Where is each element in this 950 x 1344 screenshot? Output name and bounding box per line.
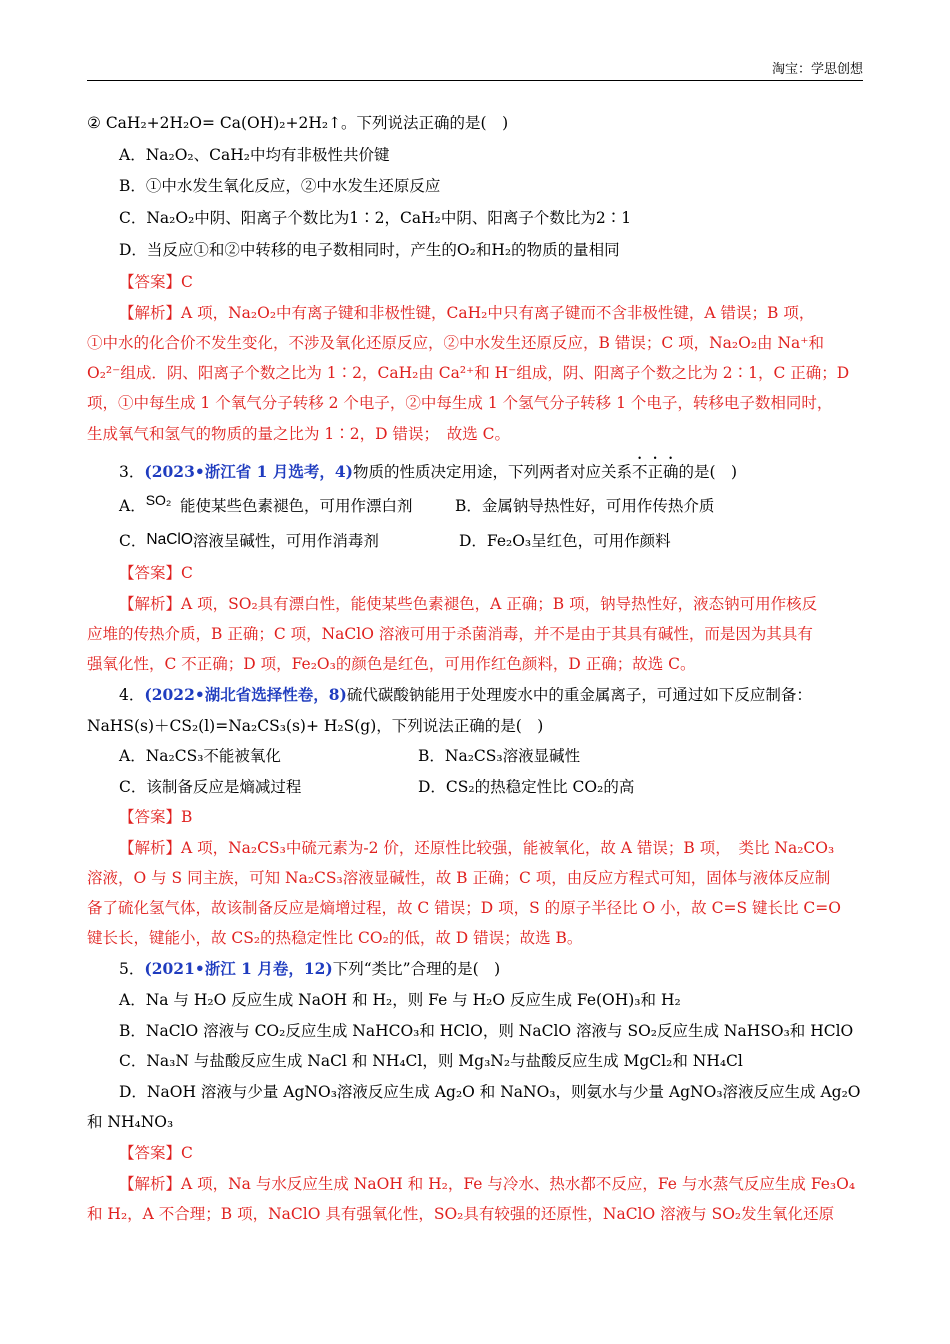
text-line: 备了硫化氢气体，故该制备反应是熵增过程，故 C 错误；D 项，S 的原子半径比 O 小，故 C=S 键长比 C=O [87,899,841,917]
text-line: 【答案】C [119,273,193,291]
q3-option-d: D．Fe₂O₃呈红色，可用作颜料 [459,532,671,550]
text-line: NaHS(s)＋CS₂(l)=Na₂CS₃(s)+ H₂S(g)，下列说法正确的是( ) [87,717,544,735]
text-line: O₂²⁻组成．阴、阳离子个数之比为 1∶2，CaH₂由 Ca²⁺和 H⁻组成，阴、阳离子个数之比为 2∶1，C 正确；D [87,364,850,382]
q5-stem: 5．(2021•浙江 1 月卷，12)下列“类比”合理的是( ) [119,959,501,978]
text-line: A．Na₂O₂、CaH₂中均有非极性共价键 [119,146,390,164]
q4-option-d: D．CS₂的热稳定性比 CO₂的高 [418,778,635,796]
text-line: 强氧化性，C 不正确；D 项，Fe₂O₃的颜色是红色，可用作红色颜料，D 正确；故选 C。 [87,655,696,673]
text-line: 键长长，键能小，故 CS₂的热稳定性比 CO₂的低，故 D 错误；故选 B。 [87,929,583,947]
q3-stem: 3．(2023•浙江省 1 月选考，4)物质的性质决定用途，下列两者对应关系不正确的是( ) [119,462,738,481]
text-line: 和 H₂，A 不合理；B 项，NaClO 具有强氧化性，SO₂具有较强的还原性，NaClO 溶液与 SO₂发生氧化还原 [87,1205,835,1223]
text-line: 【解析】A 项，Na₂CS₃中硫元素为-2 价，还原性比较强，能被氧化，故 A 错误；B 项， 类比 Na₂CO₃ [119,839,835,857]
text-line: 【答案】C [119,1144,193,1162]
q4-option-b: B．Na₂CS₃溶液显碱性 [418,747,581,765]
q4-option-a: A．Na₂CS₃不能被氧化 [119,747,281,765]
q4-option-c: C．该制备反应是熵减过程 [119,778,302,796]
text-line: 【解析】A 项，Na₂O₂中有离子键和非极性键，CaH₂中只有离子键而不含非极性键，A 错误；B 项， [119,304,815,322]
text-line: 溶液，O 与 S 同主族，可知 Na₂CS₃溶液显碱性，故 B 正确；C 项，由反应方程式可知，固体与液体反应制 [87,869,831,887]
q3-option-c: C．NaClO溶液呈碱性，可用作消毒剂 [119,531,379,550]
text-line: A．Na 与 H₂O 反应生成 NaOH 和 H₂，则 Fe 与 H₂O 反应生成 Fe(OH)₃和 H₂ [119,991,681,1009]
q3-option-a: A．SO₂ [119,492,172,515]
text-line: 【答案】C [119,564,193,582]
text-line: ①中水的化合价不发生变化，不涉及氧化还原反应，②中水发生还原反应，B 错误；C 项，Na₂O₂由 Na⁺和 [87,334,824,352]
text-line: D．当反应①和②中转移的电子数相同时，产生的O₂和H₂的物质的量相同 [119,241,620,259]
text-line: 和 NH₄NO₃ [87,1113,174,1131]
text-line: 【解析】A 项，Na 与水反应生成 NaOH 和 H₂，Fe 与冷水、热水都不反应，Fe 与水蒸气反应生成 Fe₃O₄ [119,1175,856,1193]
text-line: 项，①中每生成 1 个氧气分子转移 2 个电子，②中每生成 1 个氢气分子转移 1 个电子，转移电子数相同时， [87,394,833,412]
page-header [87,58,863,81]
text-line: 【答案】B [119,808,193,826]
text-line: ② CaH₂+2H₂O= Ca(OH)₂+2H₂↑。下列说法正确的是( ) [87,114,509,132]
header-text: 淘宝：学思创想 [771,62,863,77]
text-line: 【解析】A 项，SO₂具有漂白性，能使某些色素褪色，A 正确；B 项，钠导热性好，液态钠可用作核反 [119,595,818,613]
text-line: D．NaOH 溶液与少量 AgNO₃溶液反应生成 Ag₂O 和 NaNO₃，则氨水与少量 AgNO₃溶液反应生成 Ag₂O [119,1083,861,1101]
text-line: B．NaClO 溶液与 CO₂反应生成 NaHCO₃和 HClO，则 NaClO 溶液与 SO₂反应生成 NaHSO₃和 HClO [119,1022,854,1040]
text-line: 应堆的传热介质，B 正确；C 项，NaClO 溶液可用于杀菌消毒，并不是由于其具有碱性，而是因为其具有 [87,625,813,643]
text-line: B．①中水发生氧化反应，②中水发生还原反应 [119,177,441,195]
q3-option-b: B．金属钠导热性好，可用作传热介质 [455,497,715,515]
text-line: C．Na₃N 与盐酸反应生成 NaCl 和 NH₄Cl，则 Mg₃N₂与盐酸反应生成 MgCl₂和 NH₄Cl [119,1052,743,1070]
text-line: 能使某些色素褪色，可用作漂白剂 [180,497,413,515]
text-line: 生成氧气和氢气的物质的量之比为 1∶2，D 错误； 故选 C。 [87,425,511,443]
text-line: C．Na₂O₂中阴、阳离子个数比为1∶2，CaH₂中阴、阳离子个数比为2∶1 [119,209,632,227]
q4-stem: 4．(2022•湖北省选择性卷，8)硫代碳酸钠能用于处理废水中的重金属离子，可通过如下反应制备： [119,685,812,704]
